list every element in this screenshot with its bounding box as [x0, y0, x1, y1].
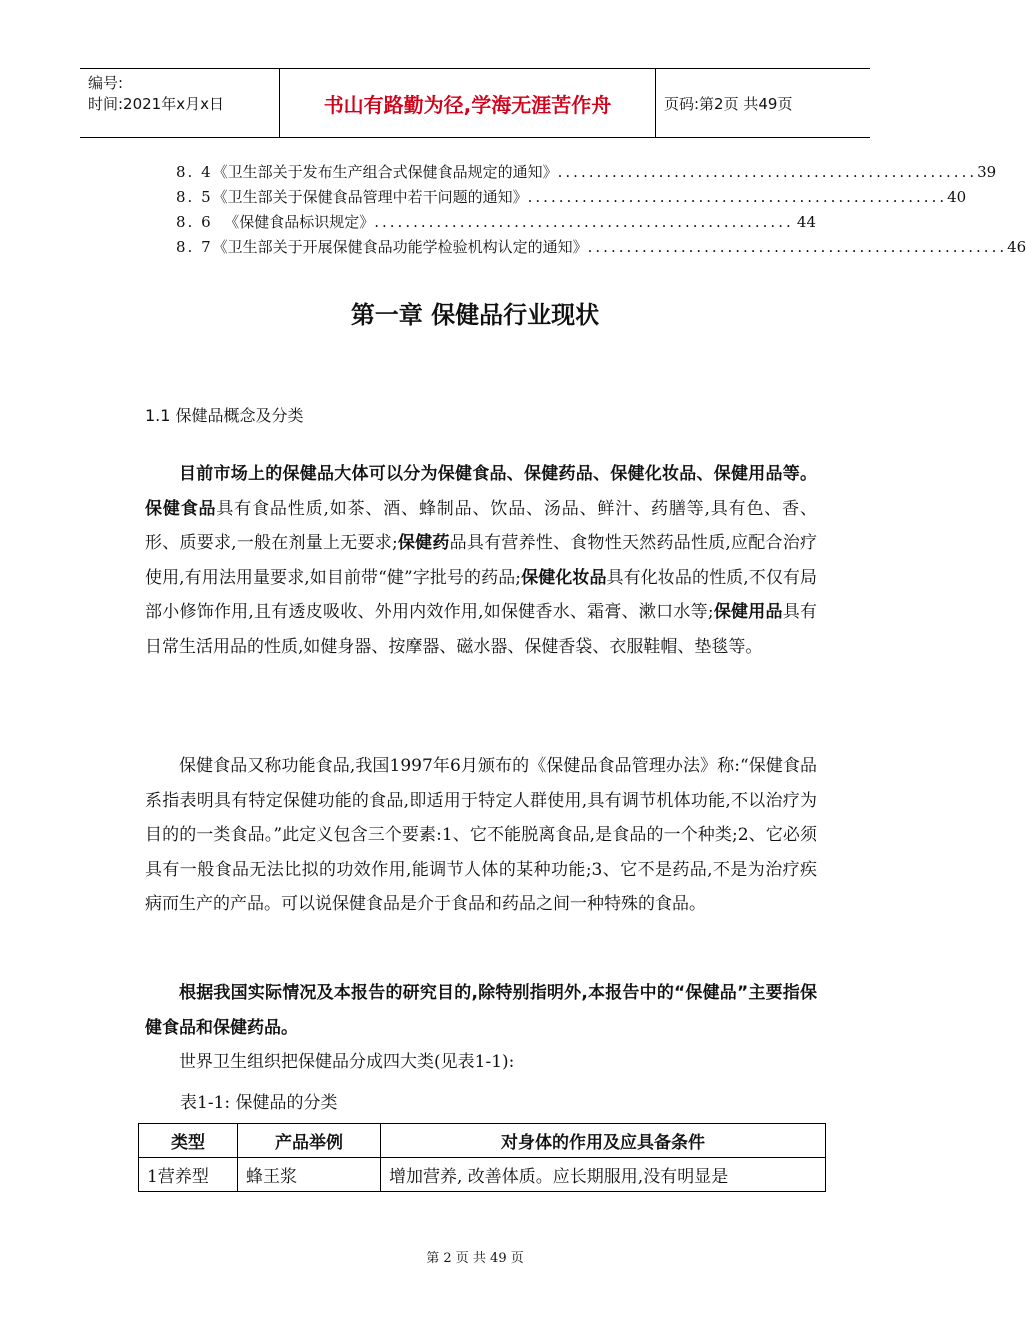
drug-bold: 保健药 — [397, 533, 450, 553]
toc-item[interactable] — [176, 185, 967, 210]
toc-number: 8. 7 — [176, 238, 213, 256]
table-header-cell: 产品举例 — [238, 1124, 381, 1158]
cosmetic-text: 具有化妆品的性质,不仅有局部小修饰作用,且有透皮吸收、外用内效作用,如保健香水、霜膏、漱口水等; — [145, 567, 817, 622]
header-meta — [80, 69, 280, 137]
body-paragraph-1 — [145, 457, 817, 664]
toc-item[interactable] — [176, 235, 1026, 260]
serial-label: 编号: — [88, 74, 124, 92]
toc-page: 40 — [947, 188, 967, 206]
toc-title: 《卫生部关于发布生产组合式保健食品规定的通知》 — [212, 163, 558, 181]
cosmetic-bold: 保健化妆品 — [521, 567, 607, 588]
toc-number: 8. 5 — [176, 188, 213, 206]
food-bold: 保健食品 — [145, 498, 217, 519]
section-title: 1.1 保健品概念及分类 — [145, 406, 304, 425]
page-footer: 第 2 页 共 49 页 — [426, 1251, 524, 1266]
body-paragraph-4 — [145, 1045, 817, 1080]
table-header-row — [139, 1124, 826, 1158]
toc-page: 44 — [796, 213, 816, 231]
body-paragraph-2 — [145, 749, 817, 922]
toc-leader: ...................................................... — [557, 163, 978, 181]
toc-title: 《保健食品标识规定》 — [224, 213, 375, 231]
header-motto: 书山有路勤为径,学海无涯苦作舟 — [280, 69, 656, 137]
body-paragraph-3 — [145, 976, 817, 1045]
header-page-info: 页码:第2页 共49页 — [664, 94, 793, 113]
goods-bold: 保健用品 — [713, 602, 783, 622]
food-text: 具有食品性质,如茶、酒、蜂制品、饮品、汤品、鲜汁、药膳等,具有色、香、形、质要求,一般在剂量上无要求; — [145, 498, 817, 553]
toc-leader: ...................................................... — [527, 188, 948, 206]
table-row — [139, 1158, 826, 1192]
toc-page: 46 — [1007, 238, 1026, 256]
paragraph-4-text: 世界卫生组织把保健品分成四大类(见表1-1): — [179, 1052, 515, 1072]
paragraph-3-text: 根据我国实际情况及本报告的研究目的,除特别指明外,本报告中的“保健品”主要指保健食品和保健药品。 — [145, 983, 817, 1038]
page-header — [80, 68, 870, 138]
table-caption: 表1-1: 保健品的分类 — [180, 1093, 338, 1113]
toc-item[interactable] — [176, 160, 997, 185]
toc-page: 39 — [977, 163, 997, 181]
toc-number: 8. 4 — [176, 163, 213, 181]
table-cell: 1营养型 — [139, 1158, 238, 1192]
time-label: 时间:2021年x月x日 — [88, 95, 224, 113]
paragraph-2-text: 保健食品又称功能食品,我国1997年6月颁布的《保健品食品管理办法》称:“保健食品系指表明具有特定保健功能的食品,即适用于特定人群使用,具有调节机体功能,不以治疗为目的的一类食品。”此定义包含三个要素:1、它不能脱离食品,是食品的一个种类;2、它必须具有一般食品无法比拟的功效作用,能调节人体的某种功能;3、它不是药品,不是为治疗疾病而生产的产品。可以说保健食品是介于食品和药品之间一种特殊的食品。 — [145, 756, 817, 914]
toc-title: 《卫生部关于开展保健食品功能学检验机构认定的通知》 — [212, 238, 588, 256]
toc-leader: ...................................................... — [374, 213, 794, 231]
drug-text: 品具有营养性、食物性天然药品性质,应配合治疗使用,有用法用量要求,如目前带“健”字批号的药品; — [145, 533, 818, 588]
table-cell: 增加营养, 改善体质。应长期服用,没有明显是 — [381, 1158, 826, 1192]
toc-title: 《卫生部关于保健食品管理中若干问题的通知》 — [212, 188, 528, 206]
chapter-title: 第一章 保健品行业现状 — [350, 301, 600, 329]
table-header-cell: 类型 — [139, 1124, 238, 1158]
table-of-contents — [176, 160, 1026, 260]
table-header-cell: 对身体的作用及应具备条件 — [381, 1124, 826, 1158]
toc-leader: ...................................................... — [587, 238, 1008, 256]
intro-bold: 目前市场上的保健品大体可以分为保健食品、保健药品、保健化妆品、保健用品等。 — [179, 464, 817, 484]
toc-item[interactable] — [176, 210, 816, 235]
classification-table — [138, 1123, 826, 1192]
goods-text: 具有日常生活用品的性质,如健身器、按摩器、磁水器、保健香袋、衣服鞋帽、垫毯等。 — [145, 602, 818, 657]
table-cell: 蜂王浆 — [238, 1158, 381, 1192]
toc-number: 8. 6 — [176, 213, 213, 231]
